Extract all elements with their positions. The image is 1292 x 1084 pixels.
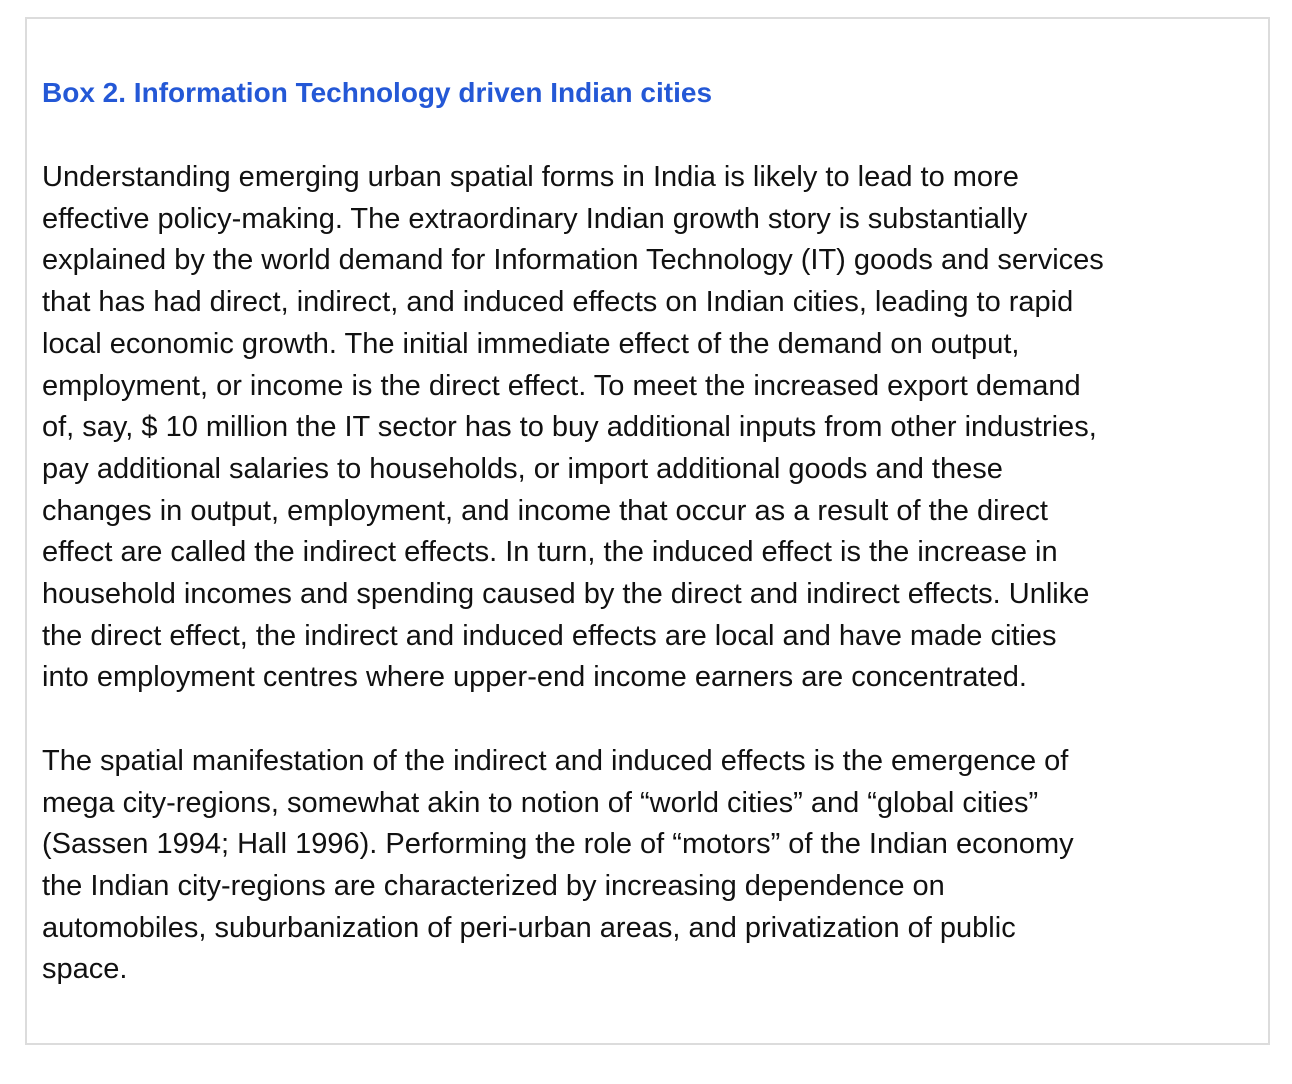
text-line: effective policy-making. The extraordinary Indian growth story is substantially bbox=[42, 202, 1028, 235]
text-box bbox=[25, 17, 1270, 1045]
text-line: the Indian city-regions are characterized by increasing dependence on bbox=[42, 869, 945, 902]
text-line: household incomes and spending caused by the direct and indirect effects. Unlike bbox=[42, 578, 1090, 611]
text-line: pay additional salaries to households, or import additional goods and these bbox=[42, 452, 1003, 485]
paragraph-2 bbox=[42, 741, 1262, 991]
box-body bbox=[42, 157, 1262, 991]
text-line: mega city-regions, somewhat akin to notion of “world cities” and “global cities” bbox=[42, 786, 1039, 819]
text-line: (Sassen 1994; Hall 1996). Performing the role of “motors” of the Indian economy bbox=[42, 828, 1074, 861]
text-line: automobiles, suburbanization of peri-urban areas, and privatization of public bbox=[42, 911, 1016, 944]
text-line: The spatial manifestation of the indirect and induced effects is the emergence of bbox=[42, 744, 1069, 777]
text-line: into employment centres where upper-end income earners are concentrated. bbox=[42, 661, 1027, 694]
box-title: Box 2. Information Technology driven Indian cities bbox=[42, 77, 713, 108]
text-line: local economic growth. The initial immediate effect of the demand on output, bbox=[42, 327, 1020, 360]
text-line: space. bbox=[42, 953, 128, 986]
text-line: effect are called the indirect effects. In turn, the induced effect is the increase in bbox=[42, 536, 1058, 569]
text-line: of, say, $ 10 million the IT sector has to buy additional inputs from other industries, bbox=[42, 411, 1097, 444]
paragraph-1 bbox=[42, 157, 1262, 699]
text-line: that has had direct, indirect, and induced effects on Indian cities, leading to rapid bbox=[42, 286, 1074, 319]
text-line: the direct effect, the indirect and induced effects are local and have made cities bbox=[42, 619, 1057, 652]
text-line: employment, or income is the direct effect. To meet the increased export demand bbox=[42, 369, 1081, 402]
text-line: changes in output, employment, and income that occur as a result of the direct bbox=[42, 494, 1048, 527]
text-line: explained by the world demand for Information Technology (IT) goods and services bbox=[42, 244, 1104, 277]
text-line: Understanding emerging urban spatial forms in India is likely to lead to more bbox=[42, 161, 1019, 193]
